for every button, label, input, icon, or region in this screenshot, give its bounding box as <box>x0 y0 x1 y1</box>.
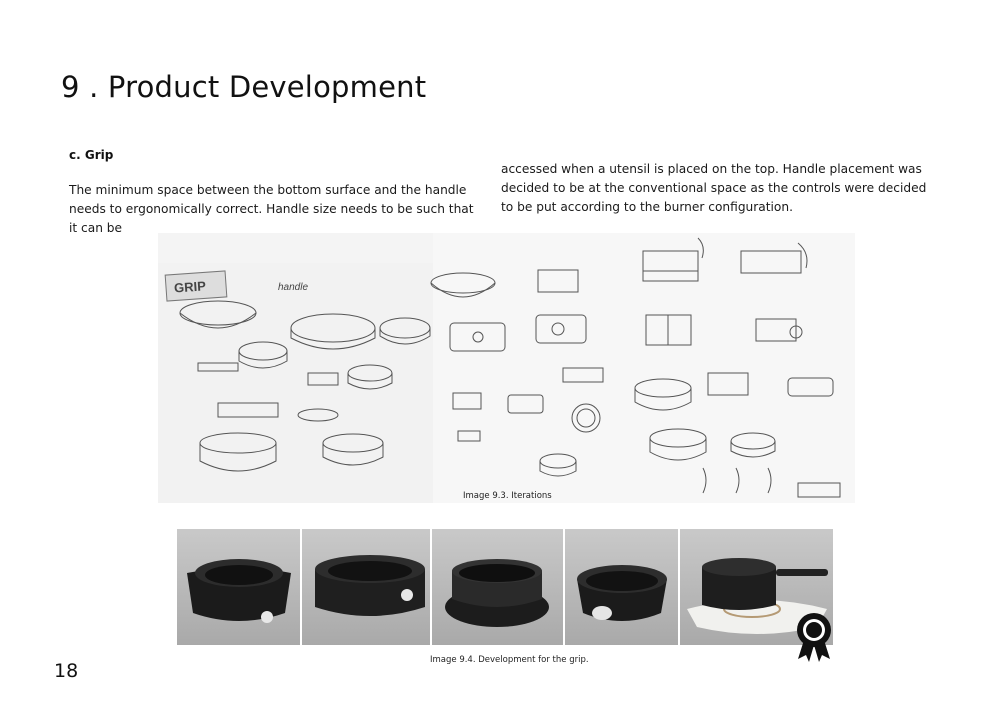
page-title: 9 . Product Development <box>61 70 427 104</box>
body-paragraph-left: The minimum space between the bottom surface and the handle needs to ergonomically correct. Handle size needs to be such that it can be <box>69 183 474 235</box>
award-ribbon-icon <box>795 612 833 662</box>
render-caption: Image 9.4. Development for the grip. <box>430 655 589 665</box>
grip-renders-image <box>177 529 833 645</box>
sketch-grip-label: GRIP <box>173 278 207 296</box>
iterations-sketch-image <box>158 233 855 503</box>
sketch-caption: Image 9.3. Iterations <box>463 491 552 501</box>
page-number: 18 <box>54 660 79 682</box>
section-subheading: c. Grip <box>69 148 114 162</box>
sketch-handle-label: handle <box>278 282 309 293</box>
body-paragraph-right: accessed when a utensil is placed on the top. Handle placement was decided to be at the conventional space as the controls were decided to be put according to the burner configuration. <box>501 162 927 214</box>
